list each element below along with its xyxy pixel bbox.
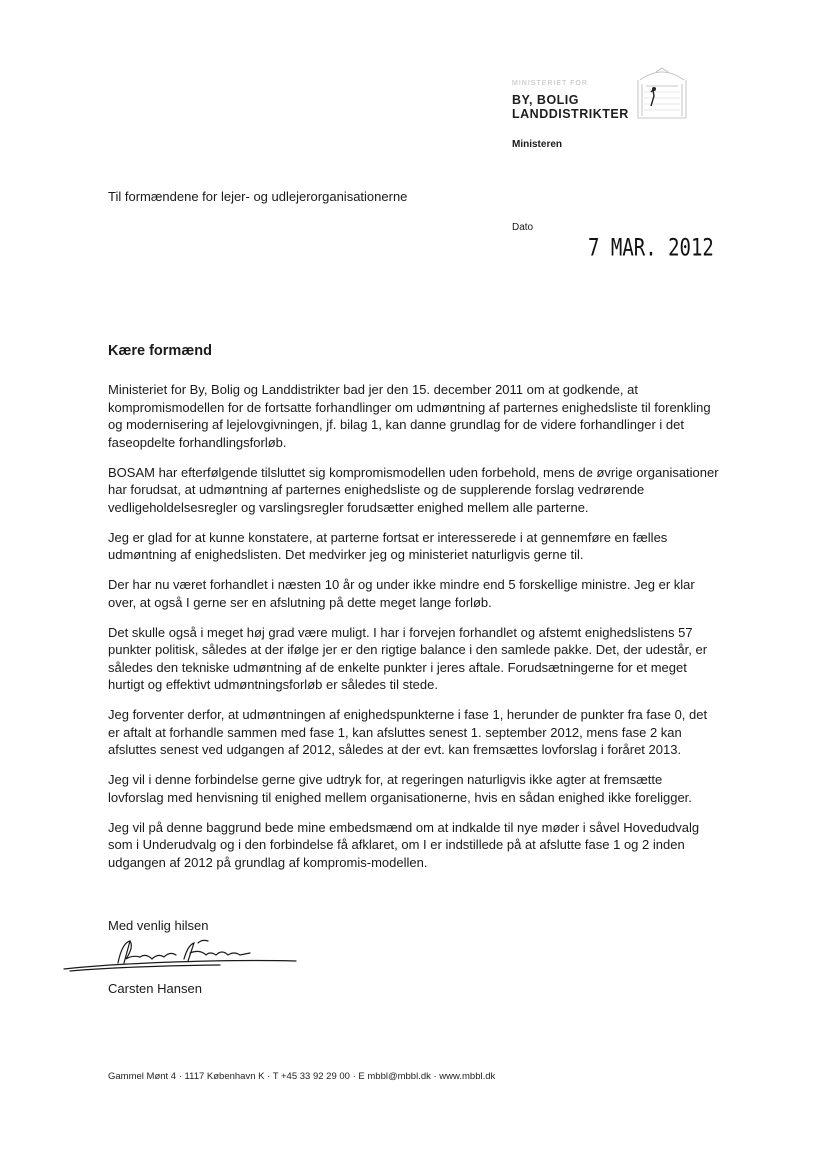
minister-label: Ministeren <box>512 139 563 150</box>
letter-body <box>108 381 720 884</box>
body-paragraph: Jeg forventer derfor, at udmøntningen af enighedspunkterne i fase 1, herunder de punkter fra fase 0, det er aftalt at forhandle sammen med fase 1, kan afsluttes senest 1. september 2012, mens fase 2 kan afsluttes senest ved udgangen af 2012, således at der evt. kan fremsættes lovforslag i foråret 2013. <box>108 707 708 757</box>
body-paragraph: BOSAM har efterfølgende tilsluttet sig kompromismodellen uden forbehold, mens de øvrige organisationer har forudsat, at udmøntning af parternes enighedsliste og de supplerende forslag vedrørende vedligeholdelsesregler og varslingsregler forudsætter enighed mellem alle parterne. <box>108 464 719 515</box>
footer-contact: Gammel Mønt 4 · 1117 København K · T +45 33 92 29 00 · E mbbl@mbbl.dk · www.mbbl.dk <box>108 1071 496 1082</box>
ministry-name <box>512 93 629 121</box>
recipient-line: Til formændene for lejer- og udlejerorganisationerne <box>108 189 408 204</box>
ministry-name-line2: LANDDISTRIKTER <box>512 107 629 121</box>
body-paragraph: Det skulle også i meget høj grad være muligt. I har i forvejen forhandlet og afstemt enighedslistens 57 punkter politisk, således at der ifølge jer er den rigtige balance i den samlede pakke. Det, der udestår, er således den tekniske udmøntning af de enkelte punkter i jeres aftale. Forudsætningerne for et meget hurtigt og effektivt udmøntningsforløb er således til stede. <box>108 624 708 692</box>
body-paragraph: Jeg vil på denne baggrund bede mine embedsmænd om at indkalde til nye møder i såvel Hovedudvalg som i Underudvalg og i den forbindelse få afklaret, om I er indstillede på at afslutte fase 1 og 2 inden udgangen af 2012 på grundlag af kompromis-modellen. <box>108 819 700 870</box>
date-stamp: 7 MAR. 2012 <box>588 234 714 262</box>
body-paragraph: Jeg er glad for at kunne konstatere, at parterne fortsat er interesserede i at gennemføre en fælles udmøntning af enighedslisten. Det medvirker jeg og ministeriet naturligvis gerne til. <box>108 529 668 562</box>
ministry-small-caption: MINISTERIET FOR <box>512 80 588 87</box>
ministry-name-line1: BY, BOLIG <box>512 93 580 107</box>
closing-phrase: Med venlig hilsen <box>108 918 209 933</box>
date-label: Dato <box>512 222 534 233</box>
body-paragraph: Jeg vil i denne forbindelse gerne give udtryk for, at regeringen naturligvis ikke agter at fremsætte lovforslag med henvisning til enighed mellem organisationerne, hvis en sådan enighed ikke foreligger. <box>108 772 692 805</box>
body-paragraph: Ministeriet for By, Bolig og Landdistrikter bad jer den 15. december 2011 om at godkende, at kompromismodellen for de fortsatte forhandlinger om udmøntning af parternes enighedsliste til forenkling og modernisering af lejelovgivningen, jf. bilag 1, kan danne grundlag for de videre forhandlinger i det faseopdelte forhandlingsforløb. <box>108 382 711 450</box>
body-paragraph: Der har nu været forhandlet i næsten 10 år og under ikke mindre end 5 forskellige ministre. Jeg er klar over, at også I gerne ser en afslutning på dette meget lange forløb. <box>108 577 695 610</box>
signer-name: Carsten Hansen <box>108 981 202 996</box>
handwritten-signature-icon <box>60 933 300 979</box>
royal-crest-icon <box>632 66 692 124</box>
greeting: Kære formænd <box>108 343 212 359</box>
